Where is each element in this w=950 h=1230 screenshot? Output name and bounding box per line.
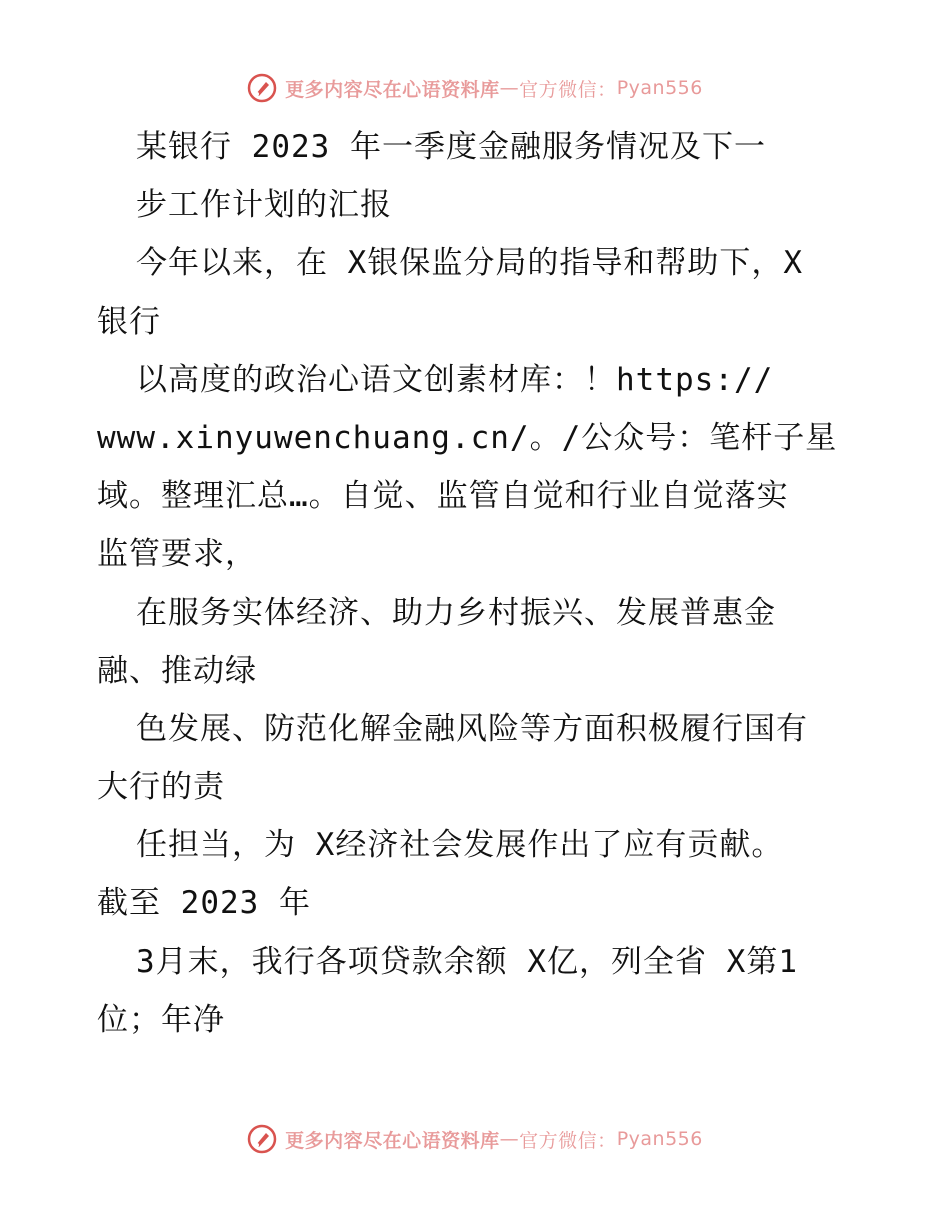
paragraph-line: 截至 2023 年: [97, 885, 311, 922]
banner-dash: —: [499, 77, 520, 99]
paragraph-line: 银行: [97, 303, 161, 340]
paragraph-line: 以高度的政治心语文创素材库：！https://: [136, 361, 774, 398]
header-banner: [0, 68, 950, 108]
paragraph-line: 任担当，为 X经济社会发展作出了应有贡献。: [136, 827, 784, 864]
paragraph-line: www.xinyuwenchuang.cn/。/公众号：笔杆子星: [97, 419, 838, 456]
banner-main-text: 更多内容尽在心语资料库: [285, 1129, 500, 1152]
paragraph-line: 位；年净: [97, 1001, 225, 1038]
banner-wechat-id: Pyan556: [616, 1128, 703, 1150]
paragraph-line: 监管要求，: [97, 536, 257, 573]
banner-wechat-label: 官方微信：: [519, 78, 617, 101]
paragraph-line: 3月末，我行各项贷款余额 X亿，列全省 X第1: [136, 943, 798, 980]
banner-main-text: 更多内容尽在心语资料库: [285, 78, 500, 101]
document-body: [97, 118, 857, 1049]
footer-banner: [0, 1119, 950, 1159]
paragraph-line: 域。整理汇总…。自觉、监管自觉和行业自觉落实: [97, 478, 789, 515]
paragraph-line: 在服务实体经济、助力乡村振兴、发展普惠金: [136, 594, 776, 631]
banner-wechat-label: 官方微信：: [519, 1129, 617, 1152]
paragraph-line: 今年以来，在 X银保监分局的指导和帮助下，X: [136, 245, 803, 282]
paragraph-line: 色发展、防范化解金融风险等方面积极履行国有: [136, 710, 808, 747]
paragraph-line: 大行的责: [97, 769, 225, 806]
pen-nib-logo-icon: [247, 73, 277, 103]
title-line-1: 某银行 2023 年一季度金融服务情况及下一: [136, 129, 766, 165]
paragraph-line: 融、推动绿: [97, 652, 257, 689]
banner-wechat-id: Pyan556: [616, 77, 703, 99]
title-line-2: 步工作计划的汇报: [136, 187, 392, 224]
banner-dash: —: [499, 1128, 520, 1150]
pen-nib-logo-icon: [247, 1124, 277, 1154]
